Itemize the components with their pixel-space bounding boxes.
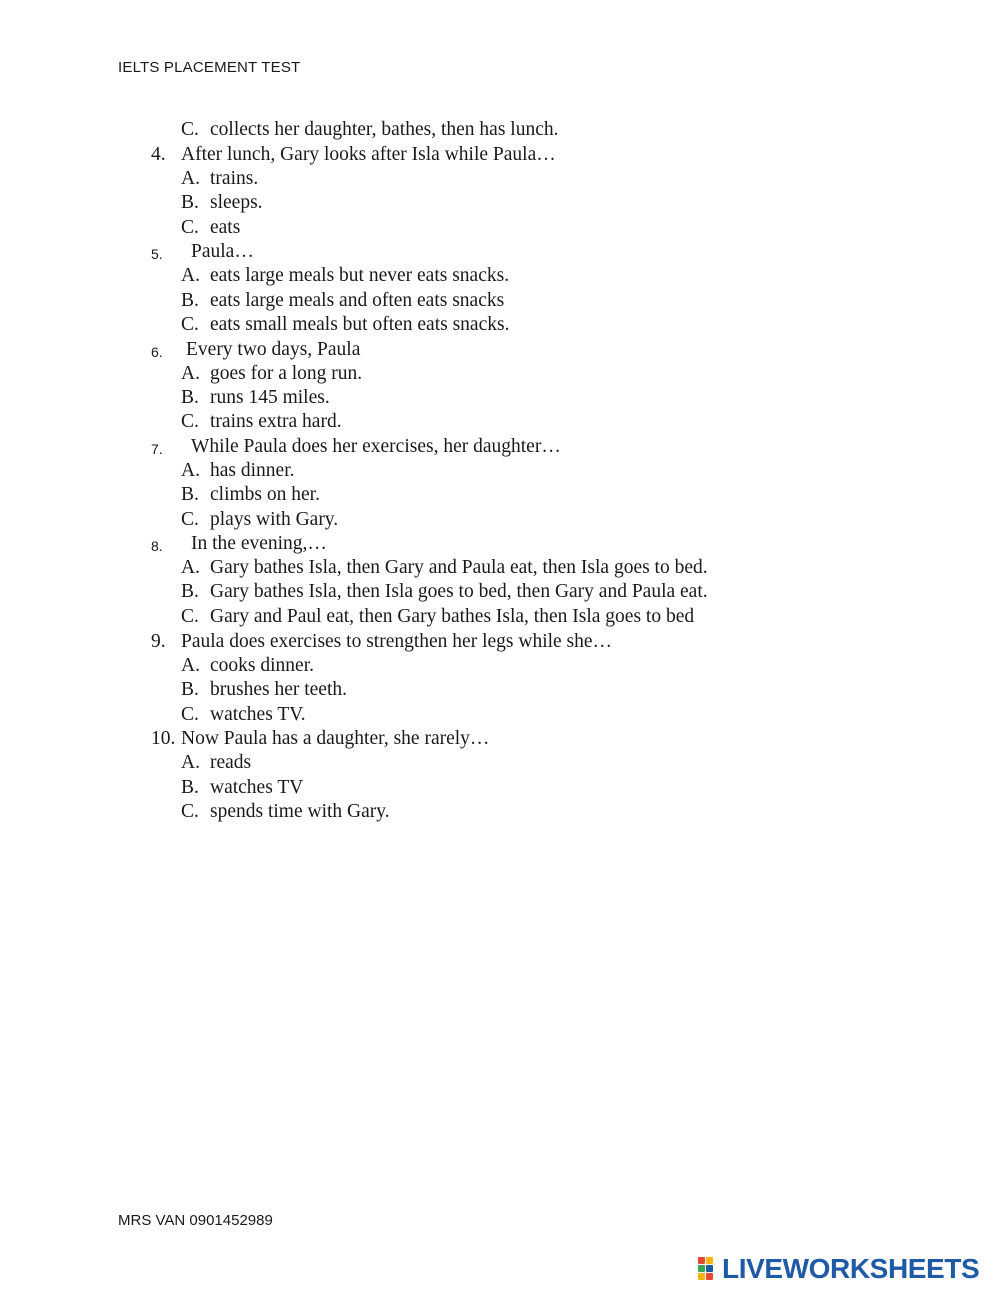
page-header: IELTS PLACEMENT TEST <box>118 59 301 76</box>
question-number: 6. <box>151 344 163 360</box>
question-number: 10. <box>151 728 176 749</box>
option-label: B. <box>181 484 199 505</box>
option-label: C. <box>181 411 199 432</box>
option-text: Gary bathes Isla, then Isla goes to bed, then Gary and Paula eat. <box>210 581 708 602</box>
option-text: Gary bathes Isla, then Gary and Paula eat, then Isla goes to bed. <box>210 557 708 578</box>
option-text: spends time with Gary. <box>210 801 390 822</box>
option-text: runs 145 miles. <box>210 387 330 408</box>
option-label: C. <box>181 217 199 238</box>
option-text: trains. <box>210 168 259 189</box>
question-number: 4. <box>151 144 166 165</box>
option-label: B. <box>181 777 199 798</box>
option-text: Gary and Paul eat, then Gary bathes Isla, then Isla goes to bed <box>210 606 695 627</box>
option-label: A. <box>181 655 200 676</box>
question-number: 5. <box>151 246 163 262</box>
question-number: 7. <box>151 441 163 457</box>
option-text: collects her daughter, bathes, then has lunch. <box>210 119 559 140</box>
option-text: watches TV. <box>210 704 306 725</box>
question-text: After lunch, Gary looks after Isla while Paula… <box>181 144 556 165</box>
option-label: A. <box>181 168 200 189</box>
option-label: C. <box>181 314 199 335</box>
logo-blocks-icon <box>698 1257 722 1281</box>
option-label: C. <box>181 509 199 530</box>
option-label: A. <box>181 363 200 384</box>
option-label: C. <box>181 606 199 627</box>
option-text: eats small meals but often eats snacks. <box>210 314 510 335</box>
option-label: C. <box>181 119 199 140</box>
option-label: B. <box>181 290 199 311</box>
option-text: cooks dinner. <box>210 655 314 676</box>
option-label: C. <box>181 704 199 725</box>
option-text: sleeps. <box>210 192 263 213</box>
option-text: trains extra hard. <box>210 411 342 432</box>
option-label: A. <box>181 265 200 286</box>
question-text: Paula… <box>191 241 254 262</box>
option-text: climbs on her. <box>210 484 320 505</box>
option-text: watches TV <box>210 777 304 798</box>
option-label: B. <box>181 192 199 213</box>
question-text: In the evening,… <box>191 533 327 554</box>
option-text: reads <box>210 752 252 773</box>
option-text: brushes her teeth. <box>210 679 347 700</box>
option-label: B. <box>181 387 199 408</box>
option-label: A. <box>181 752 200 773</box>
liveworksheets-logo[interactable] <box>698 1254 994 1284</box>
option-label: B. <box>181 581 199 602</box>
page-footer: MRS VAN 0901452989 <box>118 1212 273 1229</box>
option-label: A. <box>181 557 200 578</box>
option-text: plays with Gary. <box>210 509 339 530</box>
option-text: goes for a long run. <box>210 363 363 384</box>
question-number: 8. <box>151 538 163 554</box>
question-text: Every two days, Paula <box>186 339 361 360</box>
logo-wordmark: LIVEWORKSHEETS <box>722 1253 980 1284</box>
option-text: has dinner. <box>210 460 295 481</box>
question-text: Paula does exercises to strengthen her legs while she… <box>181 631 613 652</box>
option-text: eats large meals and often eats snacks <box>210 290 505 311</box>
question-text: While Paula does her exercises, her daughter… <box>191 436 561 457</box>
option-text: eats large meals but never eats snacks. <box>210 265 510 286</box>
option-label: B. <box>181 679 199 700</box>
question-number: 9. <box>151 631 166 652</box>
option-text: eats <box>210 217 241 238</box>
option-label: C. <box>181 801 199 822</box>
option-label: A. <box>181 460 200 481</box>
question-text: Now Paula has a daughter, she rarely… <box>181 728 490 749</box>
